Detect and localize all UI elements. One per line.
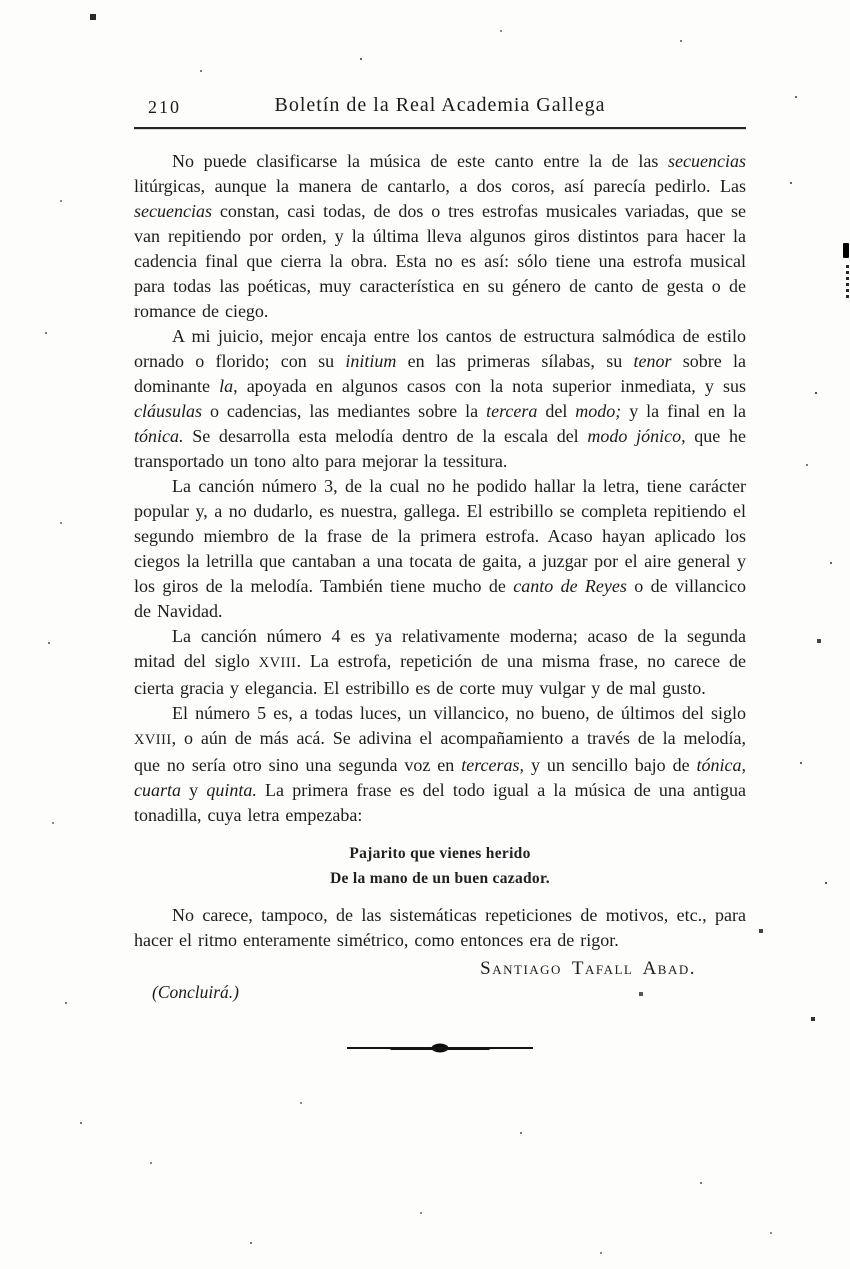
- page-header: [134, 90, 746, 122]
- paragraph-closing: No carece, tampoco, de las sistemáticas repeticiones de motivos, etc., para hacer el ritmo enteramente simétrico, como entonces era de rigor.: [134, 905, 746, 950]
- journal-title: Boletín de la Real Academia Gallega: [274, 94, 606, 116]
- scan-noise: [0, 0, 2, 2]
- scan-edge-artifact: [843, 243, 849, 258]
- scan-edge-dashes: [846, 265, 849, 301]
- article-body: [134, 149, 746, 1003]
- divider-dot-icon: [432, 1044, 449, 1053]
- verse-line-1: Pajarito que vienes herido: [349, 845, 531, 862]
- header-rule: [134, 127, 746, 129]
- paragraph-numero-5: El número 5 es, a todas luces, un villancico, no bueno, de últimos del siglo XVIII, o aún de más acá. Se adivina el acompañamiento a través de la melodía, que no sería otro sino una segunda voz en terceras, y un sencillo bajo de tónica, cuarta y quinta. La primera frase es del todo igual a la música de una antigua tonadilla, cuya letra empezaba:: [134, 703, 747, 825]
- footnote-concluira: (Concluirá.): [152, 982, 240, 1002]
- verse-quote: [134, 841, 746, 891]
- paragraph-cancion-4: La canción número 4 es ya relativamente moderna; acaso de la segunda mitad del siglo XVIII. La estrofa, repetición de una misma frase, no carece de cierta gracia y elegancia. El estribillo es de corte muy vulgar y de mal gusto.: [134, 626, 746, 698]
- page-number: 210: [148, 97, 181, 117]
- paragraph-cancion-3: La canción número 3, de la cual no he podido hallar la letra, tiene carácter popular y, a no dudarlo, es nuestra, gallega. El estribillo se completa repitiendo el segundo miembro de la frase de la primera estrofa. Acaso hayan aplicado los ciegos la letrilla que cantaban a una tocata de gaita, a juzgar por el aire general y los giros de la melodía. También tiene mucho de canto de Reyes o de villancico de Navidad.: [134, 476, 746, 621]
- verse-line-2: De la mano de un buen cazador.: [330, 870, 550, 887]
- paragraph-salmodica: A mi juicio, mejor encaja entre los cantos de estructura salmódica de estilo ornado o florido; con su initium en las primeras sílabas, su tenor sobre la dominante la, apoyada en algunos casos con la nota superior inmediata, y sus cláusulas o cadencias, las mediantes sobre la tercera del modo; y la final en la tónica. Se desarrolla esta melodía dentro de la escala del modo jónico, que he transportado un tono alto para mejorar la tessitura.: [134, 326, 747, 471]
- text-column: [134, 90, 746, 1053]
- paragraph-secuencias: No puede clasificarse la música de este canto entre la de las secuencias litúrgicas, aunque la manera de cantarlo, a dos coros, así parecía pedirlo. Las secuencias constan, casi todas, de dos o tres estrofas musicales variadas, que se van repitiendo por orden, y la última lleva algunos giros distintos para hacer la cadencia final que cierra la obra. Esta no es así: sólo tiene una estrofa musical para todas las poéticas, muy característica en su género de canto de gesta o de romance de ciego.: [134, 151, 746, 321]
- author-signature: Santiago Tafall Abad.: [480, 958, 696, 979]
- end-divider: [347, 1043, 533, 1053]
